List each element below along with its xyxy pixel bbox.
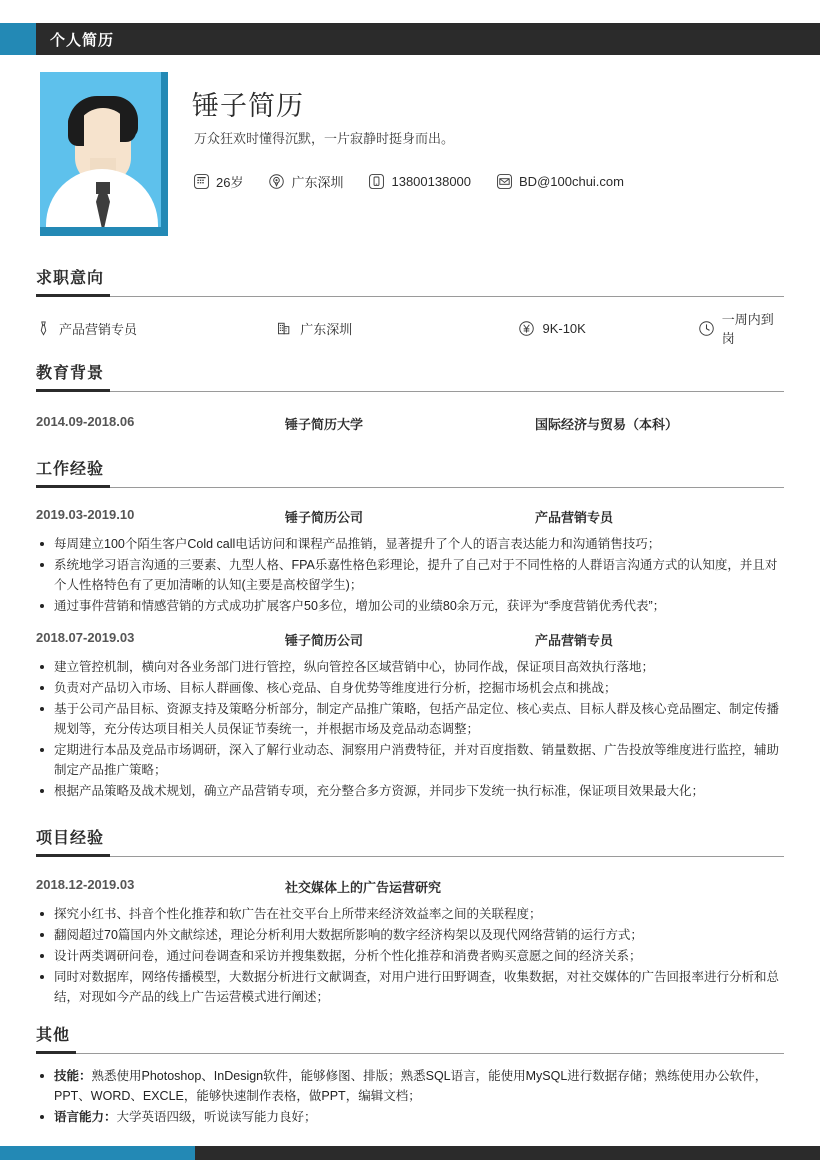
section-other-title: 其他 [36,1027,71,1044]
avatar-frame-bottom [40,227,168,236]
objective-salary [519,309,698,347]
work-entry-header [36,630,784,649]
banner-accent-block [0,23,36,55]
skills-text: 熟悉使用Photoshop、InDesign软件，能够修图、排版；熟悉SQL语言，能使用MySQL进行数据存储；熟练使用办公软件，PPT、WORD、EXCLE，能够快速制作表格，做PPT，编辑文档； [54,1069,768,1103]
objective-city [277,309,519,347]
contact-email [497,174,624,189]
project-bullets [36,904,784,1007]
list-item: 探究小红书、抖音个性化推荐和软广告在社交平台上所带来经济效益率之间的关联程度； [36,904,784,924]
list-item: 通过事件营销和情感营销的方式成功扩展客户50多位，增加公司的业绩80余万元，获评为“季度营销优秀代表”； [36,596,784,616]
objective-city-value: 广东深圳 [300,321,353,337]
list-item: 同时对数据库，网络传播模型，大数据分析进行文献调查，对用户进行田野调查，收集数据，对社交媒体的广告回报率进行分析和总结，对现如今产品的线上广告运营模式进行阐述； [36,967,784,1007]
section-rule-thick [36,1051,76,1054]
work-bullets [36,534,784,616]
project-period: 2018.12-2019.03 [36,877,135,892]
other-bullets [36,1066,784,1127]
objective-availability [699,309,784,347]
section-education-header [36,360,784,392]
banner-bar [36,23,820,55]
section-objective-header [36,265,784,297]
objective-salary-value: 9K-10K [542,320,586,336]
list-item: 根据产品策略及战术规划，确立产品营销专项，充分整合多方资源，并同步下发统一执行标准，保证项目效果最大化； [36,781,784,801]
avatar-hair-right [120,112,136,142]
contact-phone [369,174,471,189]
page-title: 个人简历 [50,31,115,49]
contact-age [194,172,243,191]
objective-availability-value: 一周内到岗 [721,312,774,346]
work-company: 锤子简历公司 [285,510,364,525]
project-name: 社交媒体上的广告运营研究 [285,880,442,895]
list-item: 每周建立100个陌生客户Cold call电话访问和课程产品推销，显著提升了个人的语言表达能力和沟通销售技巧； [36,534,784,554]
contact-phone-value: 13800138000 [391,174,472,189]
work-entry-header [36,507,784,526]
clock-icon [699,321,714,336]
section-objective [36,265,784,347]
contact-location [269,172,343,191]
language-label: 语言能力： [54,1110,117,1124]
work-role: 产品营销专员 [535,633,614,648]
calendar-icon [194,174,209,189]
section-rule-thin [36,391,784,392]
education-period: 2014.09-2018.06 [36,414,135,429]
section-project-title: 项目经验 [36,830,105,847]
contact-location-value: 广东深圳 [291,175,344,190]
section-rule-thin [36,1053,784,1054]
list-item: 基于公司产品目标、资源支持及策略分析部分，制定产品推广策略，包括产品定位、核心卖点、目标人群及核心竞品圈定、制定传播规划等，充分传达项目相关人员保证节奏统一，并根据市场及竞品动态调整； [36,699,784,739]
list-item [36,1066,784,1106]
list-item: 设计两类调研问卷，通过问卷调查和采访并搜集数据，分析个性化推荐和消费者购买意愿之间的经济关系； [36,946,784,966]
candidate-name: 锤子简历 [192,91,304,121]
avatar [40,72,168,236]
list-item: 定期进行本品及竞品市场调研，深入了解行业动态、洞察用户消费特征，并对百度指数、销量数据、广告投放等维度进行监控，辅助制定产品推广策略； [36,740,784,780]
list-item: 负责对产品切入市场、目标人群画像、核心竞品、自身优势等维度进行分析，挖掘市场机会点和挑战； [36,678,784,698]
footer-bar [0,1146,820,1160]
section-rule-thin [36,296,784,297]
list-item: 建立管控机制，横向对各业务部门进行管控，纵向管控各区域营销中心，协同作战，保证项目高效执行落地； [36,657,784,677]
avatar-hair-left [68,112,84,146]
education-entry [36,414,784,433]
footer-accent-block [0,1146,195,1160]
avatar-frame-right [161,72,168,236]
contact-row [194,172,650,191]
section-other [36,1022,784,1128]
section-work-header [36,456,784,488]
objective-row [36,309,784,347]
work-period: 2019.03-2019.10 [36,507,135,522]
education-major: 国际经济与贸易（本科） [535,417,679,432]
candidate-slogan: 万众狂欢时懂得沉默，一片寂静时挺身而出。 [194,131,455,146]
work-role: 产品营销专员 [535,510,614,525]
section-work [36,456,784,802]
phone-icon [369,174,384,189]
section-work-title: 工作经验 [36,461,105,478]
objective-position [36,309,277,347]
list-item [36,1107,784,1127]
section-education [36,360,784,433]
profile-block [0,72,820,242]
top-banner [0,23,820,55]
skills-label: 技能： [54,1069,92,1083]
section-rule-thin [36,856,784,857]
section-project-header [36,825,784,857]
necktie-icon [36,321,51,336]
objective-position-value: 产品营销专员 [59,321,138,337]
section-rule-thick [36,854,110,857]
contact-email-value: BD@100chui.com [519,174,624,189]
project-entry-header [36,877,784,896]
section-rule-thick [36,389,110,392]
location-pin-icon [269,174,284,189]
section-other-header [36,1022,784,1054]
section-project [36,825,784,1008]
footer-dark-block [195,1146,820,1160]
work-company: 锤子简历公司 [285,633,364,648]
section-rule-thick [36,485,110,488]
building-icon [277,321,292,336]
section-objective-title: 求职意向 [36,270,105,287]
contact-age-value: 26岁 [216,175,244,190]
section-education-title: 教育背景 [36,365,105,382]
list-item: 翻阅超过70篇国内外文献综述，理论分析利用大数据所影响的数字经济构架以及现代网络营销的运行方式； [36,925,784,945]
section-rule-thin [36,487,784,488]
envelope-icon [497,174,512,189]
work-period: 2018.07-2019.03 [36,630,135,645]
work-bullets [36,657,784,801]
section-rule-thick [36,294,110,297]
language-text: 大学英语四级，听说读写能力良好； [116,1110,317,1124]
yuan-coin-icon [519,321,534,336]
list-item: 系统地学习语言沟通的三要素、九型人格、FPA乐嘉性格色彩理论，提升了自己对于不同性格的人群语言沟通方式的认知度，并且对个人性格特色有了更加清晰的认知(主要是高校留学生)； [36,555,784,595]
education-school: 锤子简历大学 [285,417,364,432]
